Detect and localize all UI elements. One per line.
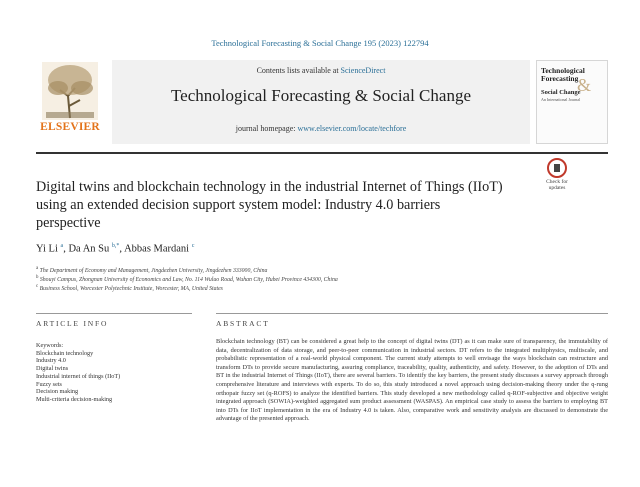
affiliation [36,275,556,283]
homepage-link[interactable]: www.elsevier.com/locate/techfore [297,124,407,133]
article-info-divider [36,313,192,314]
cover-title-line-2: Forecasting [541,74,579,83]
author-list [36,243,194,255]
cover-title-line-3: Social Change [541,89,581,96]
homepage-prefix: journal homepage: [235,124,298,133]
journal-title[interactable]: Technological Forecasting & Social Change [170,86,471,105]
keyword-item: Fuzzy sets [36,380,62,388]
author-affil-mark[interactable]: c [191,243,195,249]
affiliation-text: The Department of Economy and Management, Jingdezhen University, Jingdezhen 333000, China [39,267,268,274]
keyword-item: Decision making [36,388,79,396]
affiliation-text: Shouyi Campus, Zhongnan University of Economics and Law, No. 114 Wuluo Road, Wuhan City, Hubei Province 434300, China [39,276,338,283]
abstract-text: Blockchain technology (BT) can be considered a great help to the concept of digital twins (DT) as it can make sure of transparency, the immutability of data, decentralization of data storage, and peer-to-peer communication in industrial sectors. DT refers to the integrated multiphysics, multiscale, and probabilistic representation of a real-world physical component. The current study attempts to well envisage the ways blockchain can restructure and transform DTs to provide secure manufacturing, assuring compliance, traceability, quality, authenticity, and safety. However, to the adoption of DTs and BT in the industrial Internet of Things (IIoT), there are several barriers. To identify the key barriers, the present study discusses a survey approach through comprehensive literature and interviews with experts. To do so, this study introduced a novel approach using decision-making theory under the q-rung orthopair fuzzy set (q-ROFS) to analyze the identified barriers. This study developed a new methodology called q-ROF-subjective and objective weight integrated approach (SOWIA)-weighted aggregated sum product assessment (WASPAS). An empirical case study to assess the barriers to employing BT into DTs for IIoT implementation in the era of Industry 4.0 is taken. Also, comparative work and sensitivity analysis are discussed to demonstrate the advantage of the presented approach. [216,338,608,423]
affiliation [36,266,556,274]
affiliation-mark: b [36,275,39,280]
affiliation-mark: a [36,266,39,271]
author-name[interactable]: Yi Li [36,243,58,255]
journal-citation[interactable]: Technological Forecasting & Social Change 195 (2023) 122794 [211,38,429,48]
journal-header [36,60,608,148]
header-divider [36,152,608,154]
keywords-label: Keywords: [36,342,64,349]
journal-cover[interactable] [536,60,608,144]
article-title: Digital twins and blockchain technology in the industrial Internet of Things (IIoT) using an extended decision support system model: Industry 4.0 barriers perspective [36,179,503,231]
check-updates-label: Check for updates [546,179,568,191]
abstract-heading: ABSTRACT [216,319,270,328]
abstract-divider [216,313,608,314]
journal-banner [112,60,530,144]
keyword-item: Industry 4.0 [36,357,66,365]
cover-ampersand-graphic: & [577,75,592,95]
keyword-item: Industrial internet of things (IIoT) [36,372,121,380]
keywords-list [36,342,196,404]
publisher-name: ELSEVIER [40,121,100,133]
author-affil-mark[interactable]: b,* [111,243,120,249]
keyword-item: Digital twins [36,365,69,373]
author-separator: , [63,243,66,255]
affiliation-text: Business School, Worcester Polytechnic Institute, Worcester, MA, United States [39,285,223,292]
affiliation [36,284,556,292]
author-separator: , [119,243,123,255]
homepage-line [112,124,530,133]
check-updates-icon [547,158,567,178]
elsevier-logo[interactable] [36,60,104,140]
affiliation-mark: c [36,284,39,289]
cover-subtitle: An International Journal [541,97,581,102]
contents-prefix: Contents lists available at [256,66,341,75]
sciencedirect-link[interactable]: ScienceDirect [340,66,386,75]
keyword-item: Multi-criteria decision-making [36,395,113,403]
contents-line [112,66,530,75]
author-name[interactable]: Abbas Mardani [124,243,190,255]
author-name[interactable]: Da An Su [68,243,110,255]
author-affil-mark[interactable]: a [60,243,64,249]
tree-icon [42,62,98,120]
keyword-item: Blockchain technology [36,349,94,357]
cover-title-line-1: Technological [541,66,585,75]
check-for-updates-button[interactable] [540,158,574,194]
article-info-heading: ARTICLE INFO [36,319,109,328]
